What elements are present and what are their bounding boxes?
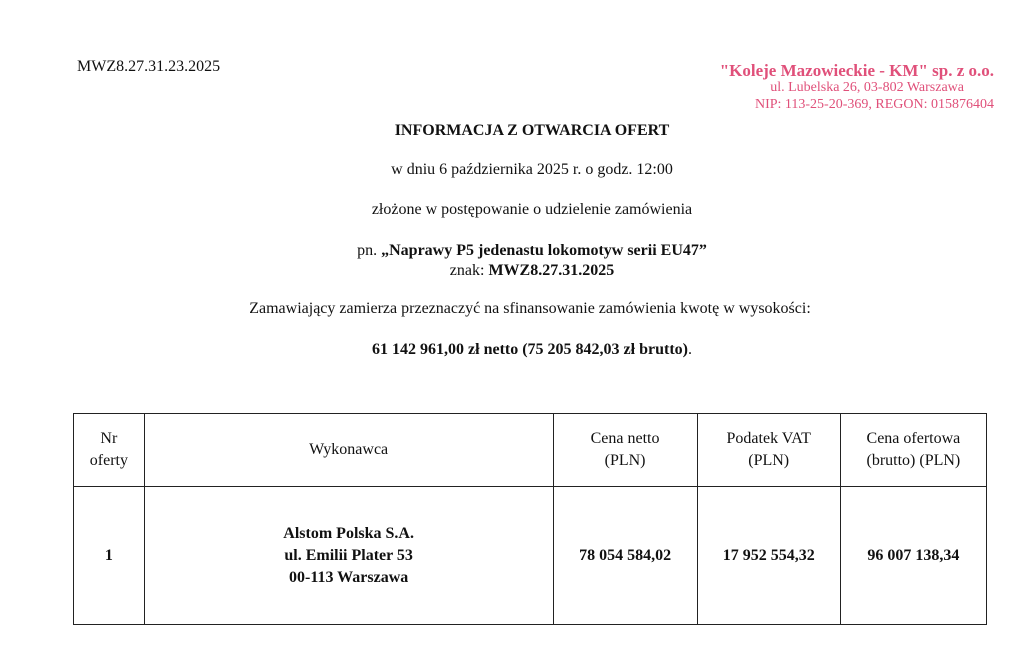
header-vat-line1: Podatek VAT [726,430,811,447]
subject-prefix: pn. [357,242,382,259]
net-price: 78 054 584,02 [553,487,697,625]
budget-line [0,341,1024,359]
offers-table [73,413,987,625]
header-contractor: Wykonawca [144,414,553,487]
contractor-name: Alstom Polska S.A. [283,524,414,542]
header-net-line2: (PLN) [604,452,646,469]
header-nr-line1: Nr [100,430,118,447]
header-vat-line2: (PLN) [748,452,790,469]
subject-name: „Naprawy P5 jedenastu lokomotyw serii EU47” [381,242,707,259]
stamp-address: ul. Lubelska 26, 03-802 Warszawa [770,80,964,95]
header-net-price [553,414,697,487]
stamp-company-name: "Koleje Mazowieckie - KM" sp. z o.o. [719,61,994,80]
budget-intro: Zamawiający zamierza przeznaczyć na sfinansowanie zamówienia kwotę w wysokości: [249,300,811,317]
sign-prefix: znak: [449,262,489,279]
stamp-tax-ids: NIP: 113-25-20-369, REGON: 015876404 [754,97,994,112]
gross-price: 96 007 138,34 [840,487,986,625]
offer-number: 1 [74,487,145,625]
sign-value: MWZ8.27.31.2025 [488,262,615,279]
sign-line [0,261,1024,281]
subject-block [0,241,1024,281]
contractor-city: 00-113 Warszawa [289,568,409,586]
document-title: INFORMACJA Z OTWARCIA OFERT [394,122,670,139]
vat-amount: 17 952 554,32 [697,487,840,625]
table-row [74,487,987,625]
opening-date: w dniu 6 października 2025 r. o godz. 12:00 [391,161,673,178]
document-reference: MWZ8.27.31.23.2025 [77,58,221,75]
header-vat [697,414,840,487]
company-stamp [720,62,994,113]
header-net-line1: Cena netto [590,430,660,447]
contractor-cell [144,487,553,625]
table-header-row [74,414,987,487]
procedure-line: złożone w postępowanie o udzielenie zamówienia [371,201,693,218]
budget-amount: 61 142 961,00 zł netto (75 205 842,03 zł brutto) [372,341,688,358]
budget-end: . [687,341,692,358]
header-nr-line2: oferty [89,452,128,469]
header-gross-line2: (brutto) (PLN) [866,452,961,469]
header-gross-line1: Cena ofertowa [866,430,961,447]
subject-line [0,241,1024,261]
contractor-street: ul. Emilii Plater 53 [284,546,413,564]
header-offer-number [74,414,145,487]
header-gross-price [840,414,986,487]
